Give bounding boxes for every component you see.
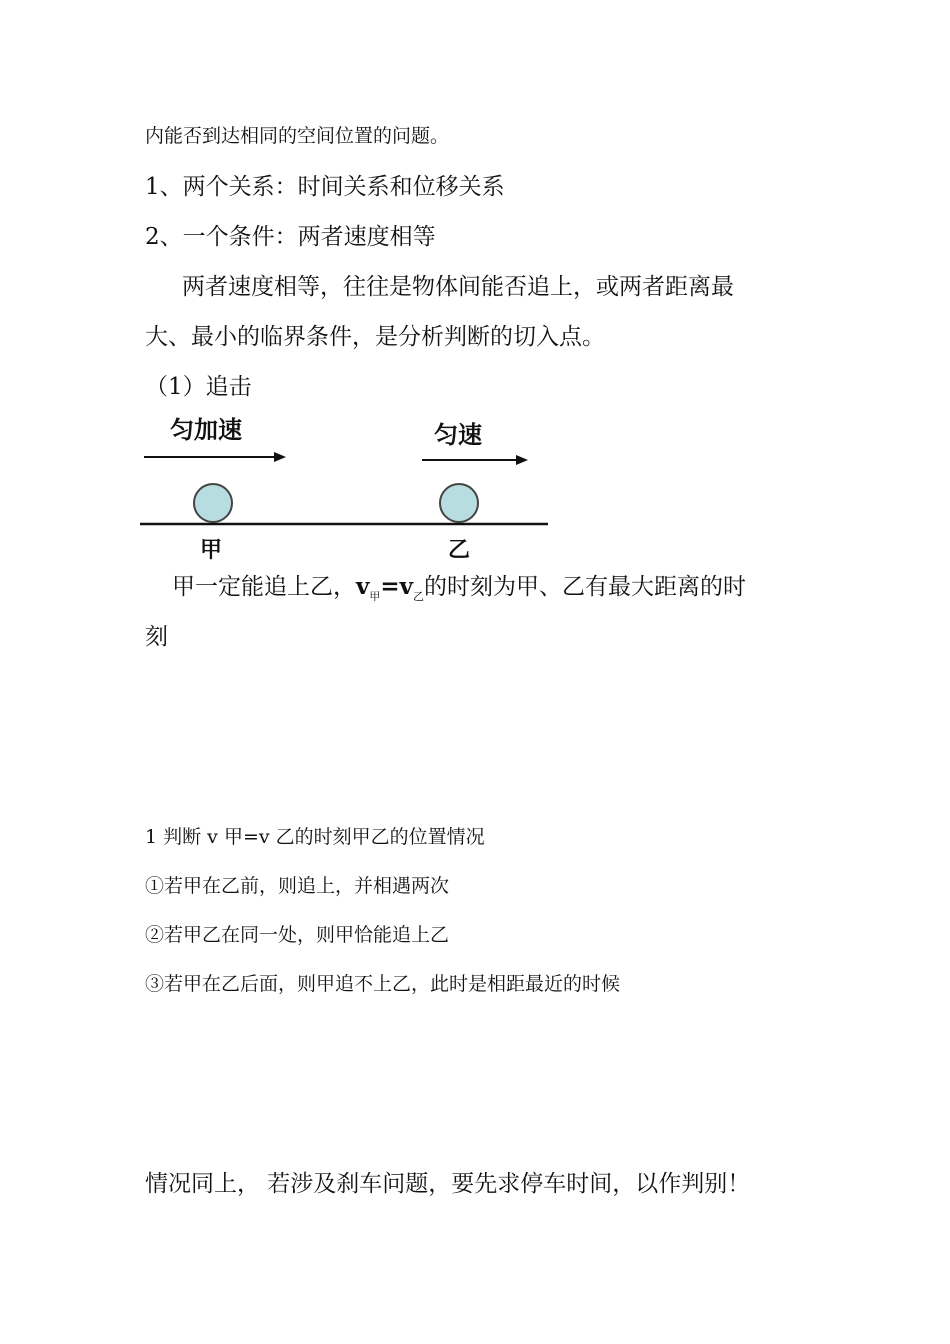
statement-line (172, 568, 746, 601)
section-heading-chase: （1）追击 (145, 374, 252, 400)
equals-v-symbol: =v (380, 573, 414, 600)
label-jia: 甲 (200, 538, 223, 563)
text-line-3: 2、一个条件：两者速度相等 (145, 224, 436, 250)
label-uniform-acceleration: 匀加速 (170, 416, 242, 444)
text-line-5: 大、最小的临界条件，是分析判断的切入点。 (145, 324, 605, 350)
text-line-1: 内能否到达相同的空间位置的问题。 (145, 125, 450, 147)
final-note: 情况同上， 若涉及刹车问题，要先求停车时间，以作判别！ (145, 1171, 751, 1197)
judge-case-2: ②若甲乙在同一处，则甲恰能追上乙 (145, 924, 450, 946)
ball-jia (194, 484, 232, 522)
judge-case-1: ①若甲在乙前，则追上，并相遇两次 (145, 875, 450, 897)
judge-title: 1 判断 v 甲=v 乙的时刻甲乙的位置情况 (145, 826, 485, 848)
v-symbol-1: v (356, 573, 370, 600)
arrow-right-head-icon (516, 455, 528, 465)
subscript-yi: 乙 (413, 590, 425, 603)
statement-continuation: 刻 (145, 624, 168, 650)
arrow-left-head-icon (274, 452, 286, 462)
label-uniform-velocity: 匀速 (434, 421, 482, 449)
statement-suffix: 的时刻为甲、乙有最大距离的时 (424, 574, 747, 600)
judge-case-3: ③若甲在乙后面，则甲追不上乙，此时是相距最近的时候 (145, 973, 621, 995)
chase-diagram (130, 410, 570, 570)
ball-yi (440, 484, 478, 522)
label-yi: 乙 (448, 538, 471, 563)
text-line-2: 1、两个关系：时间关系和位移关系 (145, 174, 505, 200)
subscript-jia: 甲 (369, 590, 381, 603)
statement-prefix: 甲一定能追上乙， (172, 574, 356, 600)
text-line-4: 两者速度相等，往往是物体间能否追上，或两者距离最 (182, 274, 734, 300)
